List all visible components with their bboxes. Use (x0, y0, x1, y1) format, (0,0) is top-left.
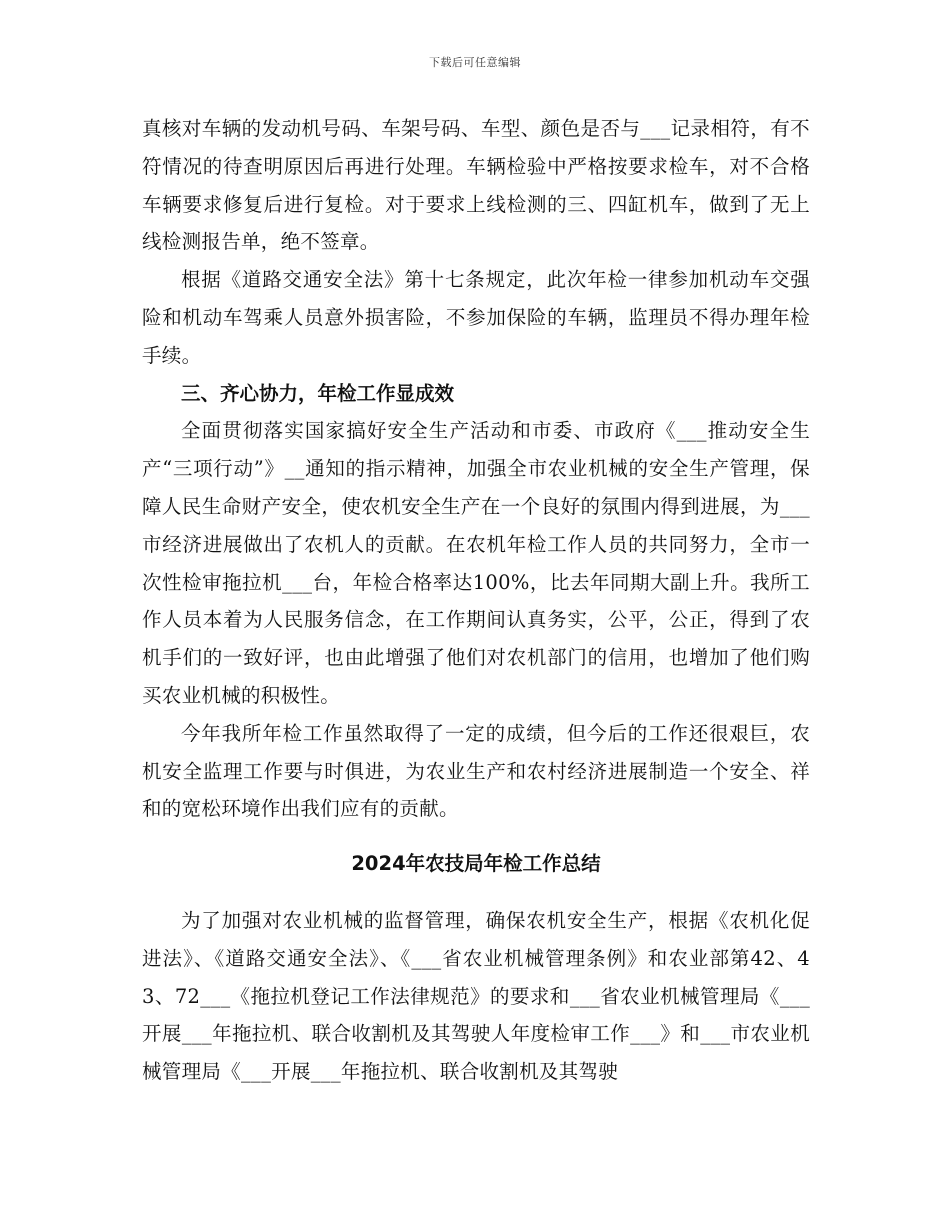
section-heading-results: 三、齐心协力，年检工作显成效 (181, 381, 455, 405)
paragraph-results: 全面贯彻落实国家搞好安全生产活动和市委、市政府《___推动安全生产“三项行动”》__通知的指示精神，加强全市农业机械的安全生产管理，保障人民生命财产安全，使农机安全生产在一个良好的氛围内得到进展，为___市经济进展做出了农机人的贡献。在农机年检工作人员的共同努力，全市一次性检审拖拉机___台，年检合格率达100%，比去年同期大副上升。我所工作人员本着为人民服务信念，在工作期间认真务实，公平，公正，得到了农机手们的一致好评，也由此增强了他们对农机部门的信用，也增加了他们购买农业机械的积极性。 (142, 419, 810, 707)
paragraph-outlook: 今年我所年检工作虽然取得了一定的成绩，但今后的工作还很艰巨，农机安全监理工作要与时俱进，为农业生产和农村经济进展制造一个安全、祥和的宽松环境作出我们应有的贡献。 (142, 721, 810, 821)
paragraph-vehicle-check: 真核对车辆的发动机号码、车架号码、车型、颜色是否与___记录相符，有不符情况的待查明原因后再进行处理。车辆检验中严格按要求检车，对不合格车辆要求修复后进行复检。对于要求上线检测的三、四缸机车，做到了无上线检测报告单，绝不签章。 (142, 117, 810, 254)
page-header-note: 下载后可任意编辑 (429, 56, 521, 69)
document-body (142, 110, 810, 1091)
paragraph-insurance-rule: 根据《道路交通安全法》第十七条规定，此次年检一律参加机动车交强险和机动车驾乘人员意外损害险，不参加保险的车辆，监理员不得办理年检手续。 (142, 268, 810, 367)
paragraph-intro: 为了加强对农业机械的监督管理，确保农机安全生产，根据《农机化促进法》、《道路交通安全法》、《___省农业机械管理条例》和农业部第42、43、72___《拖拉机登记工作法律规范》的要求和___省农业机械管理局《___开展___年拖拉机、联合收割机及其驾驶人年度检审工作___》和___市农业机械管理局《___开展___年拖拉机、联合收割机及其驾驶 (142, 908, 810, 1084)
document-title: 2024年农技局年检工作总结 (351, 852, 601, 876)
